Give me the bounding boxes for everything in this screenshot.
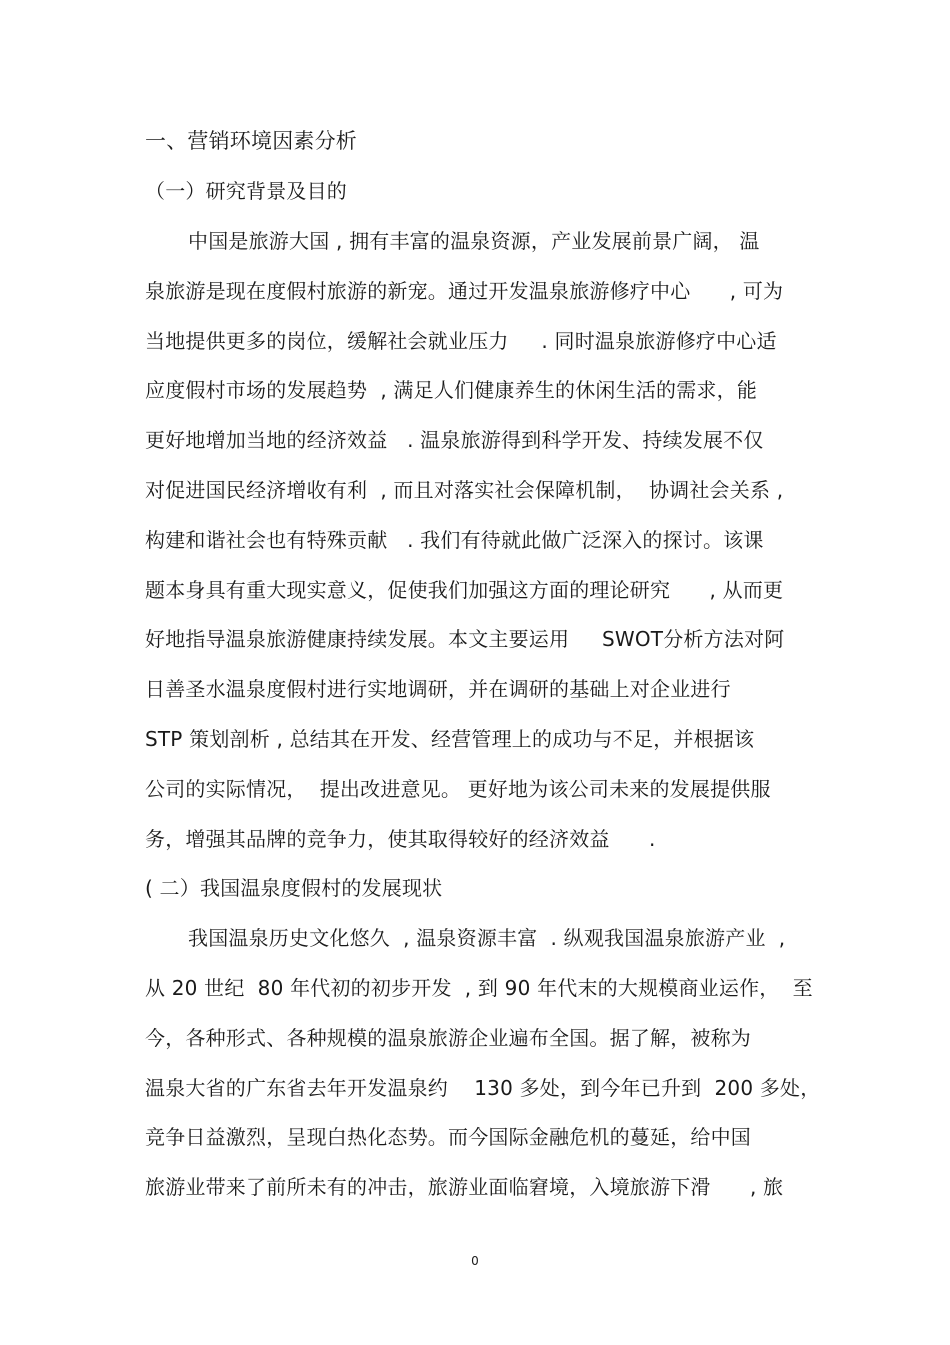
- paragraph-line: 今，各种形式、各种规模的温泉旅游企业遍布全国。据了解，被称为: [145, 1026, 751, 1050]
- paragraph-line: STP 策划剖析 , 总结其在开发、经营管理上的成功与不足，并根据该: [145, 727, 755, 751]
- paragraph-line: 题本身具有重大现实意义，促使我们加强这方面的理论研究 , 从而更: [145, 578, 784, 602]
- paragraph-line: 泉旅游是现在度假村旅游的新宠。通过开发温泉旅游修疗中心 , 可为: [145, 279, 784, 303]
- paragraph-line: 公司的实际情况， 提出改进意见。 更好地为该公司未来的发展提供服: [145, 777, 771, 801]
- paragraph-line: 竞争日益激烈，呈现白热化态势。而今国际金融危机的蔓延，给中国: [145, 1125, 751, 1149]
- paragraph-line: 务，增强其品牌的竞争力，使其取得较好的经济效益 .: [145, 827, 656, 851]
- paragraph-line: 从 20 世纪 80 年代初的初步开发 , 到 90 年代末的大规模商业运作， 至: [145, 976, 813, 1000]
- section-heading-hot-spring-resort-status: ( 二）我国温泉度假村的发展现状: [145, 876, 443, 900]
- paragraph-line: 温泉大省的广东省去年开发温泉约 130 多处，到今年已升到 200 多处，: [145, 1076, 821, 1100]
- paragraph-line: 我国温泉历史文化悠久 , 温泉资源丰富 . 纵观我国温泉旅游产业 ,: [188, 926, 786, 950]
- paragraph-line: 旅游业带来了前所未有的冲击，旅游业面临窘境，入境旅游下滑 , 旅: [145, 1175, 784, 1199]
- paragraph-line: 中国是旅游大国 , 拥有丰富的温泉资源，产业发展前景广阔， 温: [188, 229, 760, 253]
- paragraph-line: 更好地增加当地的经济效益 . 温泉旅游得到科学开发、持续发展不仅: [145, 428, 764, 452]
- paragraph-line: 日善圣水温泉度假村进行实地调研，并在调研的基础上对企业进行: [145, 677, 731, 701]
- paragraph-line: 对促进国民经济增收有利 , 而且对落实社会保障机制， 协调社会关系 ,: [145, 478, 784, 502]
- page-number: 0: [471, 1254, 479, 1268]
- paragraph-line: 应度假村市场的发展趋势 , 满足人们健康养生的休闲生活的需求，能: [145, 378, 758, 402]
- heading-marketing-environment-analysis: 一、营销环境因素分析: [145, 129, 357, 153]
- paragraph-line: 好地指导温泉旅游健康持续发展。本文主要运用 SWOT分析方法对阿: [145, 627, 785, 651]
- paragraph-line: 构建和谐社会也有特殊贡献 . 我们有待就此做广泛深入的探讨。该课: [145, 528, 764, 552]
- section-heading-research-background: （一）研究背景及目的: [145, 179, 347, 203]
- paragraph-line: 当地提供更多的岗位，缓解社会就业压力 . 同时温泉旅游修疗中心适: [145, 329, 777, 353]
